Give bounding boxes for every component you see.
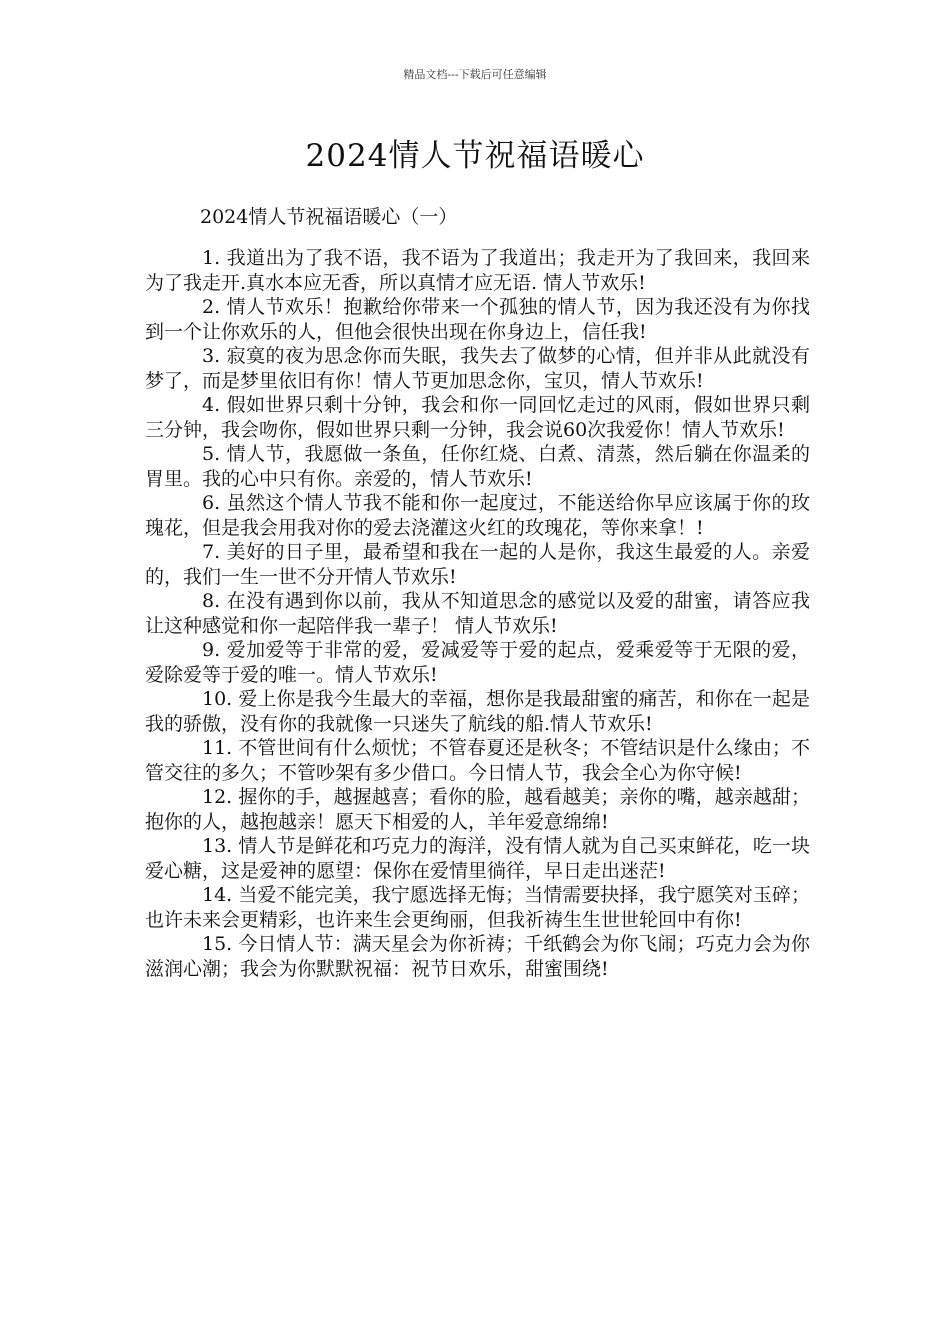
document-title: 2024情人节祝福语暖心 bbox=[305, 138, 645, 174]
section-subtitle: 2024情人节祝福语暖心（一） bbox=[200, 206, 458, 228]
wish-paragraph: 13. 情人节是鲜花和巧克力的海洋，没有情人就为自己买束鲜花，吃一块爱心糖，这是爱神的愿望：保你在爱情里徜徉，早日走出迷茫! bbox=[145, 835, 810, 882]
wish-paragraph: 10. 爱上你是我今生最大的幸福，想你是我最甜蜜的痛苦，和你在一起是我的骄傲，没有你的我就像一只迷失了航线的船.情人节欢乐! bbox=[145, 688, 810, 735]
wish-paragraph: 2. 情人节欢乐！抱歉给你带来一个孤独的情人节，因为我还没有为你找到一个让你欢乐的人，但他会很快出现在你身边上，信任我! bbox=[145, 296, 810, 343]
wish-paragraph: 5. 情人节，我愿做一条鱼，任你红烧、白煮、清蒸，然后躺在你温柔的胃里。我的心中只有你。亲爱的，情人节欢乐! bbox=[145, 443, 810, 490]
page-header: 精品文档---下载后可任意编辑 bbox=[403, 68, 547, 81]
wish-paragraph: 7. 美好的日子里，最希望和我在一起的人是你，我这生最爱的人。亲爱的，我们一生一世不分开情人节欢乐! bbox=[145, 541, 810, 588]
wishes-list bbox=[145, 246, 810, 981]
wish-paragraph: 15. 今日情人节：满天星会为你祈祷；千纸鹤会为你飞闹；巧克力会为你滋润心潮；我会为你默默祝福：祝节日欢乐，甜蜜围绕! bbox=[145, 933, 810, 980]
wish-paragraph: 6. 虽然这个情人节我不能和你一起度过，不能送给你早应该属于你的玫瑰花，但是我会用我对你的爱去浇灌这火红的玫瑰花，等你来拿！! bbox=[145, 492, 810, 539]
wish-paragraph: 9. 爱加爱等于非常的爱，爱减爱等于爱的起点，爱乘爱等于无限的爱，爱除爱等于爱的唯一。情人节欢乐! bbox=[145, 639, 810, 686]
wish-paragraph: 8. 在没有遇到你以前，我从不知道思念的感觉以及爱的甜蜜，请答应我让这种感觉和你一起陪伴我一辈子！ 情人节欢乐! bbox=[145, 590, 810, 637]
wish-paragraph: 12. 握你的手，越握越喜；看你的脸，越看越美；亲你的嘴，越亲越甜；抱你的人，越抱越亲！愿天下相爱的人，羊年爱意绵绵! bbox=[145, 786, 810, 833]
wish-paragraph: 1. 我道出为了我不语，我不语为了我道出；我走开为了我回来，我回来为了我走开.真水本应无香，所以真情才应无语. 情人节欢乐! bbox=[145, 247, 810, 294]
wish-paragraph: 3. 寂寞的夜为思念你而失眠，我失去了做梦的心情，但并非从此就没有梦了，而是梦里依旧有你！情人节更加思念你，宝贝，情人节欢乐! bbox=[145, 345, 810, 392]
wish-paragraph: 14. 当爱不能完美，我宁愿选择无悔；当情需要抉择，我宁愿笑对玉碎；也许未来会更精彩，也许来生会更绚丽，但我祈祷生生世世轮回中有你! bbox=[145, 884, 810, 931]
wish-paragraph: 4. 假如世界只剩十分钟，我会和你一同回忆走过的风雨，假如世界只剩三分钟，我会吻你，假如世界只剩一分钟，我会说60次我爱你！情人节欢乐! bbox=[145, 394, 810, 441]
wish-paragraph: 11. 不管世间有什么烦忧；不管春夏还是秋冬；不管结识是什么缘由；不管交往的多久；不管吵架有多少借口。今日情人节，我会全心为你守候! bbox=[145, 737, 810, 784]
